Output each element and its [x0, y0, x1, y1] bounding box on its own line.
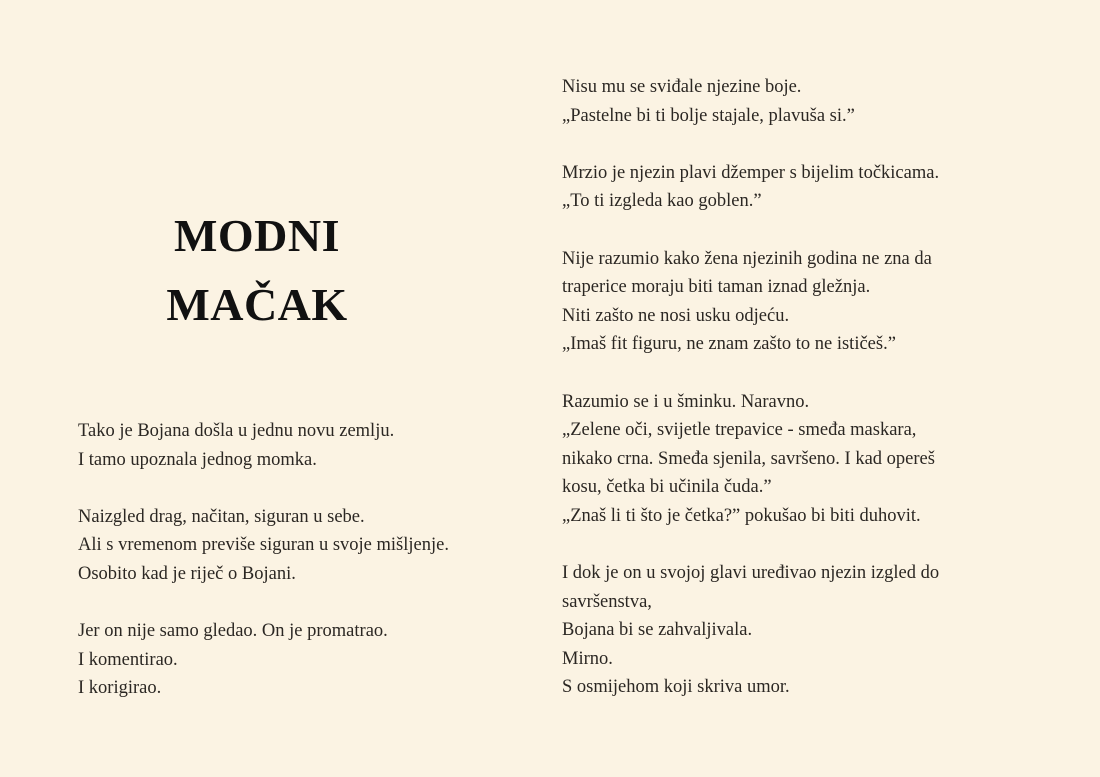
verse-line: Osobito kad je riječ o Bojani.: [78, 563, 296, 584]
verse-line: I dok je on u svojoj glavi uređivao njezin izgled do: [562, 563, 940, 584]
verse-line: I korigirao.: [78, 678, 162, 699]
title-line-1: MODNI: [173, 210, 341, 261]
verse-line: I komentirao.: [78, 649, 178, 670]
verse-line: Ali s vremenom previše siguran u svoje mišljenje.: [78, 535, 449, 556]
title-line-2: MAČAK: [166, 279, 348, 330]
stanza: [562, 159, 1022, 216]
verse-line: S osmijehom koji skriva umor.: [562, 677, 790, 698]
left-column-text: [78, 417, 528, 703]
stanza: [562, 73, 1022, 130]
verse-line: Jer on nije samo gledao. On je promatrao.: [78, 621, 388, 642]
verse-line: Niti zašto ne nosi usku odjeću.: [562, 305, 790, 326]
stanza: [562, 245, 1022, 359]
stanza: [78, 503, 528, 589]
right-column-text: [562, 73, 1022, 702]
verse-line: traperice moraju biti taman iznad gležnja.: [562, 277, 871, 298]
verse-line: nikako crna. Smeđa sjenila, savršeno. I kad opereš: [562, 448, 935, 469]
stanza: [562, 559, 1022, 702]
poem-title: [78, 201, 436, 339]
verse-line: „Imaš fit figuru, ne znam zašto to ne ističeš.”: [562, 334, 896, 355]
verse-line: Mrzio je njezin plavi džemper s bijelim točkicama.: [562, 162, 940, 183]
verse-line: Tako je Bojana došla u jednu novu zemlju.: [78, 421, 395, 441]
verse-line: Mirno.: [562, 648, 613, 669]
verse-line: kosu, četka bi učinila čuda.”: [562, 477, 772, 498]
verse-line: Nisu mu se sviđale njezine boje.: [562, 77, 802, 97]
verse-line: Naizgled drag, načitan, siguran u sebe.: [78, 506, 365, 527]
verse-line: savršenstva,: [562, 591, 652, 612]
verse-line: I tamo upoznala jednog momka.: [78, 449, 317, 470]
verse-line: Razumio se i u šminku. Naravno.: [562, 391, 810, 412]
stanza: [78, 617, 528, 703]
verse-line: „Znaš li ti što je četka?” pokušao bi biti duhovit.: [562, 505, 921, 526]
verse-line: Nije razumio kako žena njezinih godina ne zna da: [562, 248, 932, 269]
verse-line: Bojana bi se zahvaljivala.: [562, 620, 753, 641]
stanza: [78, 417, 528, 474]
stanza: [562, 388, 1022, 531]
verse-line: „To ti izgleda kao goblen.”: [562, 191, 762, 212]
verse-line: „Zelene oči, svijetle trepavice - smeđa maskara,: [562, 420, 917, 441]
verse-line: „Pastelne bi ti bolje stajale, plavuša si.”: [562, 105, 855, 126]
